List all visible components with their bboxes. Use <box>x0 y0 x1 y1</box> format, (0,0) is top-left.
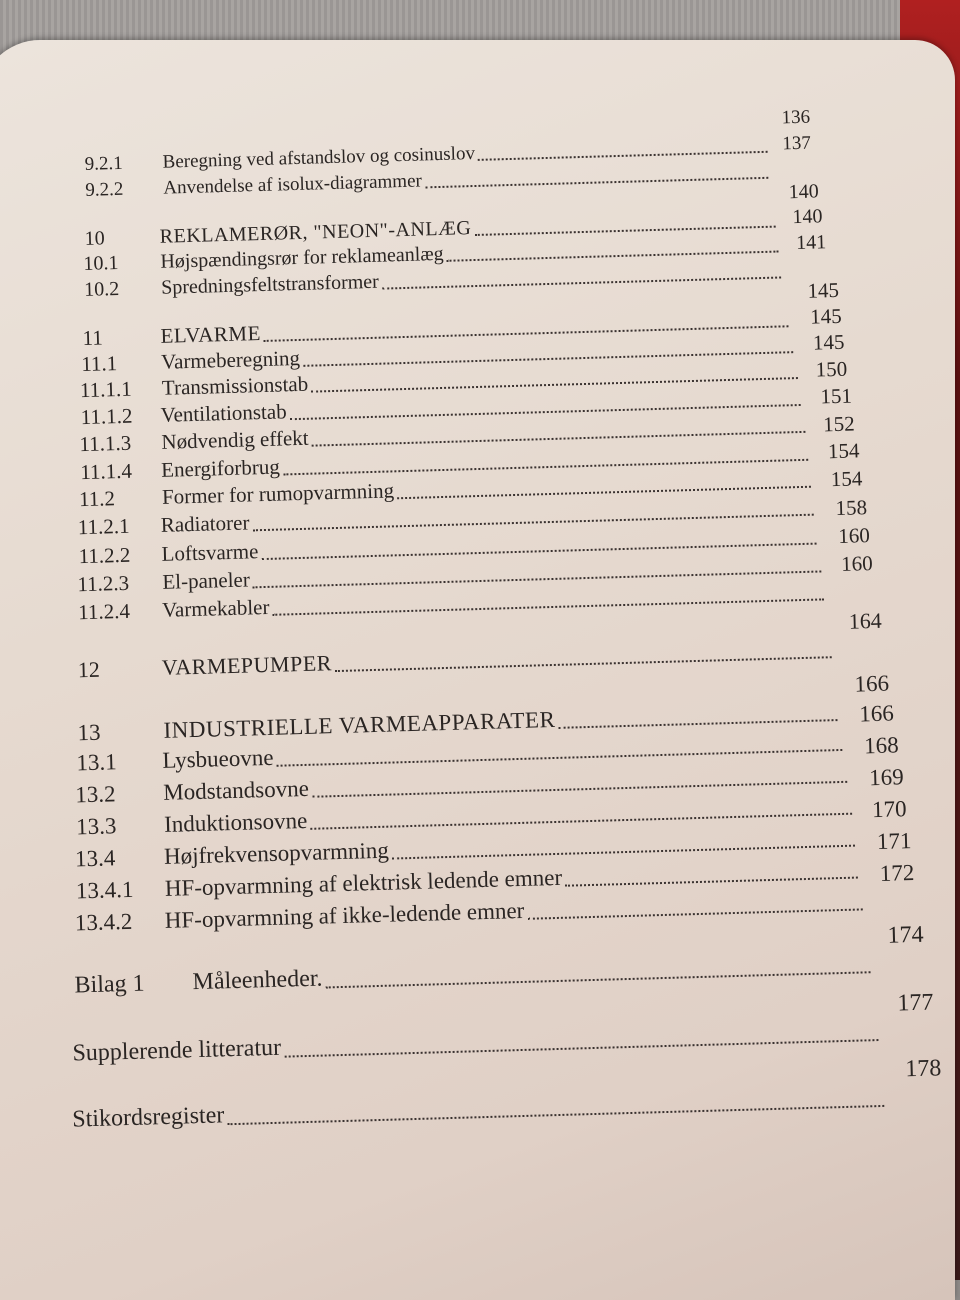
toc-entry <box>4 670 960 749</box>
entry-number: 9.2.2 <box>85 178 124 201</box>
entry-page-number: 160 <box>840 551 873 576</box>
entry-page-number: 140 <box>792 205 823 229</box>
dot-leader <box>311 377 798 393</box>
entry-number: 11.1.3 <box>79 430 132 457</box>
entry-title: HF-opvarmning af ikke-ledende emner <box>164 897 525 933</box>
entry-title: Former for rumopvarmning <box>161 478 395 509</box>
dot-leader <box>277 749 843 767</box>
entry-title: Induktionsovne <box>163 807 308 837</box>
dot-leader <box>272 598 824 615</box>
entry-title: Energiforbrug <box>160 454 281 482</box>
entry-title: Højspændingsrør for reklameanlæg <box>160 242 444 273</box>
dot-leader <box>312 781 847 798</box>
entry-page-number: 137 <box>782 132 812 155</box>
entry-number: 11.2.1 <box>77 513 130 540</box>
entry-title: Højfrekvensopvarmning <box>163 837 390 869</box>
dot-leader <box>397 486 811 500</box>
entry-page-number: 145 <box>807 277 840 303</box>
entry-title: VARMEPUMPER <box>161 650 333 680</box>
dot-leader <box>303 351 793 367</box>
entry-page-number: 141 <box>795 231 827 255</box>
entry-number: 13.4.2 <box>74 908 133 936</box>
entry-number: 9.2.1 <box>84 152 123 175</box>
entry-title: Supplerende litteratur <box>72 1034 282 1067</box>
entry-title: Spredningsfeltstransformer <box>160 270 380 299</box>
entry-title: Modstandsovne <box>162 775 310 805</box>
entry-title: REKLAMERØR, "NEON"-ANLÆG <box>159 217 472 248</box>
entry-number: 11.2.3 <box>77 570 130 597</box>
entry-title: Transmissionstab <box>161 371 309 400</box>
entry-title: Varmeberegning <box>160 345 301 374</box>
entry-page-number: 174 <box>887 921 924 949</box>
dot-leader <box>392 845 855 860</box>
dot-leader <box>312 431 806 447</box>
entry-page-number: 166 <box>854 670 890 697</box>
dot-leader <box>382 276 781 289</box>
dot-leader <box>253 514 814 532</box>
entry-number: 13.2 <box>74 781 116 808</box>
entry-page-number: 171 <box>876 828 912 855</box>
dot-leader <box>253 570 822 588</box>
dot-leader <box>310 813 852 830</box>
entry-page-number: 170 <box>871 796 907 823</box>
entry-page-number: 160 <box>838 523 871 548</box>
dot-leader <box>283 459 808 476</box>
entry-page-number: 151 <box>820 383 853 409</box>
dot-leader <box>335 656 832 672</box>
entry-page-number: 152 <box>822 411 856 437</box>
entry-title: INDUSTRIELLE VARMEAPPARATER <box>163 706 556 743</box>
dot-leader <box>559 719 838 729</box>
entry-number: 11 <box>82 325 104 350</box>
entry-page-number: 145 <box>812 329 845 355</box>
entry-page-number: 136 <box>781 106 811 129</box>
entry-number: 13.4 <box>74 845 116 872</box>
entry-title: Nødvendig effekt <box>161 425 309 454</box>
entry-title: Ventilationstab <box>160 399 287 427</box>
entry-page-number: 154 <box>830 466 863 492</box>
dot-leader <box>290 404 801 420</box>
entry-number: 11.1.4 <box>79 458 133 485</box>
entry-title: Beregning ved afstandslov og cosinuslov <box>162 142 476 173</box>
dot-leader <box>528 908 863 919</box>
dot-leader <box>565 877 858 887</box>
entry-number: 11.1.1 <box>79 376 133 403</box>
entry-number: 13.4.1 <box>75 876 134 904</box>
dot-leader <box>326 971 871 988</box>
entry-page-number: 178 <box>904 1055 942 1083</box>
entry-number: 10.2 <box>83 277 120 301</box>
entry-page-number: 140 <box>788 180 820 204</box>
toc-entry <box>13 989 960 1069</box>
dot-leader <box>264 325 789 342</box>
dot-leader <box>285 1039 879 1058</box>
entry-page-number: 168 <box>863 732 900 759</box>
entry-number: Bilag 1 <box>74 970 145 999</box>
entry-title: ELVARME <box>160 321 262 348</box>
entry-number: 13 <box>77 719 101 746</box>
entry-page-number: 177 <box>897 989 934 1017</box>
entry-number: 12 <box>77 656 101 683</box>
entry-title: Lysbueovne <box>162 744 274 773</box>
toc-entry <box>15 1055 960 1135</box>
entry-title: El-paneler <box>162 567 251 594</box>
dot-leader <box>446 251 778 262</box>
dot-leader <box>425 177 768 189</box>
entry-number: 13.1 <box>76 749 117 776</box>
entry-title: Måleenheder. <box>192 965 323 996</box>
entry-title: Loftsvarme <box>161 539 259 566</box>
entry-title: HF-opvarmning af elektrisk ledende emner <box>164 864 563 901</box>
entry-title: Radiatorer <box>160 510 250 537</box>
entry-page-number: 150 <box>815 356 848 382</box>
entry-title: Anvendelse af isolux-diagrammer <box>163 170 423 199</box>
entry-number: 11.1.2 <box>80 403 133 430</box>
entry-title: Stikordsregister <box>71 1102 225 1133</box>
dot-leader <box>262 543 817 560</box>
dot-leader <box>478 151 768 161</box>
entry-page-number: 166 <box>858 700 895 727</box>
entry-page-number: 169 <box>868 764 904 791</box>
entry-page-number: 172 <box>879 859 915 886</box>
entry-number: 11.2.2 <box>78 542 131 569</box>
entry-page-number: 145 <box>809 303 843 329</box>
entry-number: 13.3 <box>75 813 117 840</box>
entry-page-number: 164 <box>848 607 883 634</box>
entry-title: Varmekabler <box>161 594 270 622</box>
dot-leader <box>475 226 776 236</box>
entry-number: 11.2 <box>78 486 116 512</box>
dot-leader <box>228 1105 885 1125</box>
entry-number: 10.1 <box>83 251 119 275</box>
entry-page-number: 158 <box>835 495 868 521</box>
entry-number: 10 <box>84 227 106 250</box>
entry-number: 11.2.4 <box>77 598 131 625</box>
entry-number: 11.1 <box>80 351 118 377</box>
entry-page-number: 154 <box>827 438 860 464</box>
